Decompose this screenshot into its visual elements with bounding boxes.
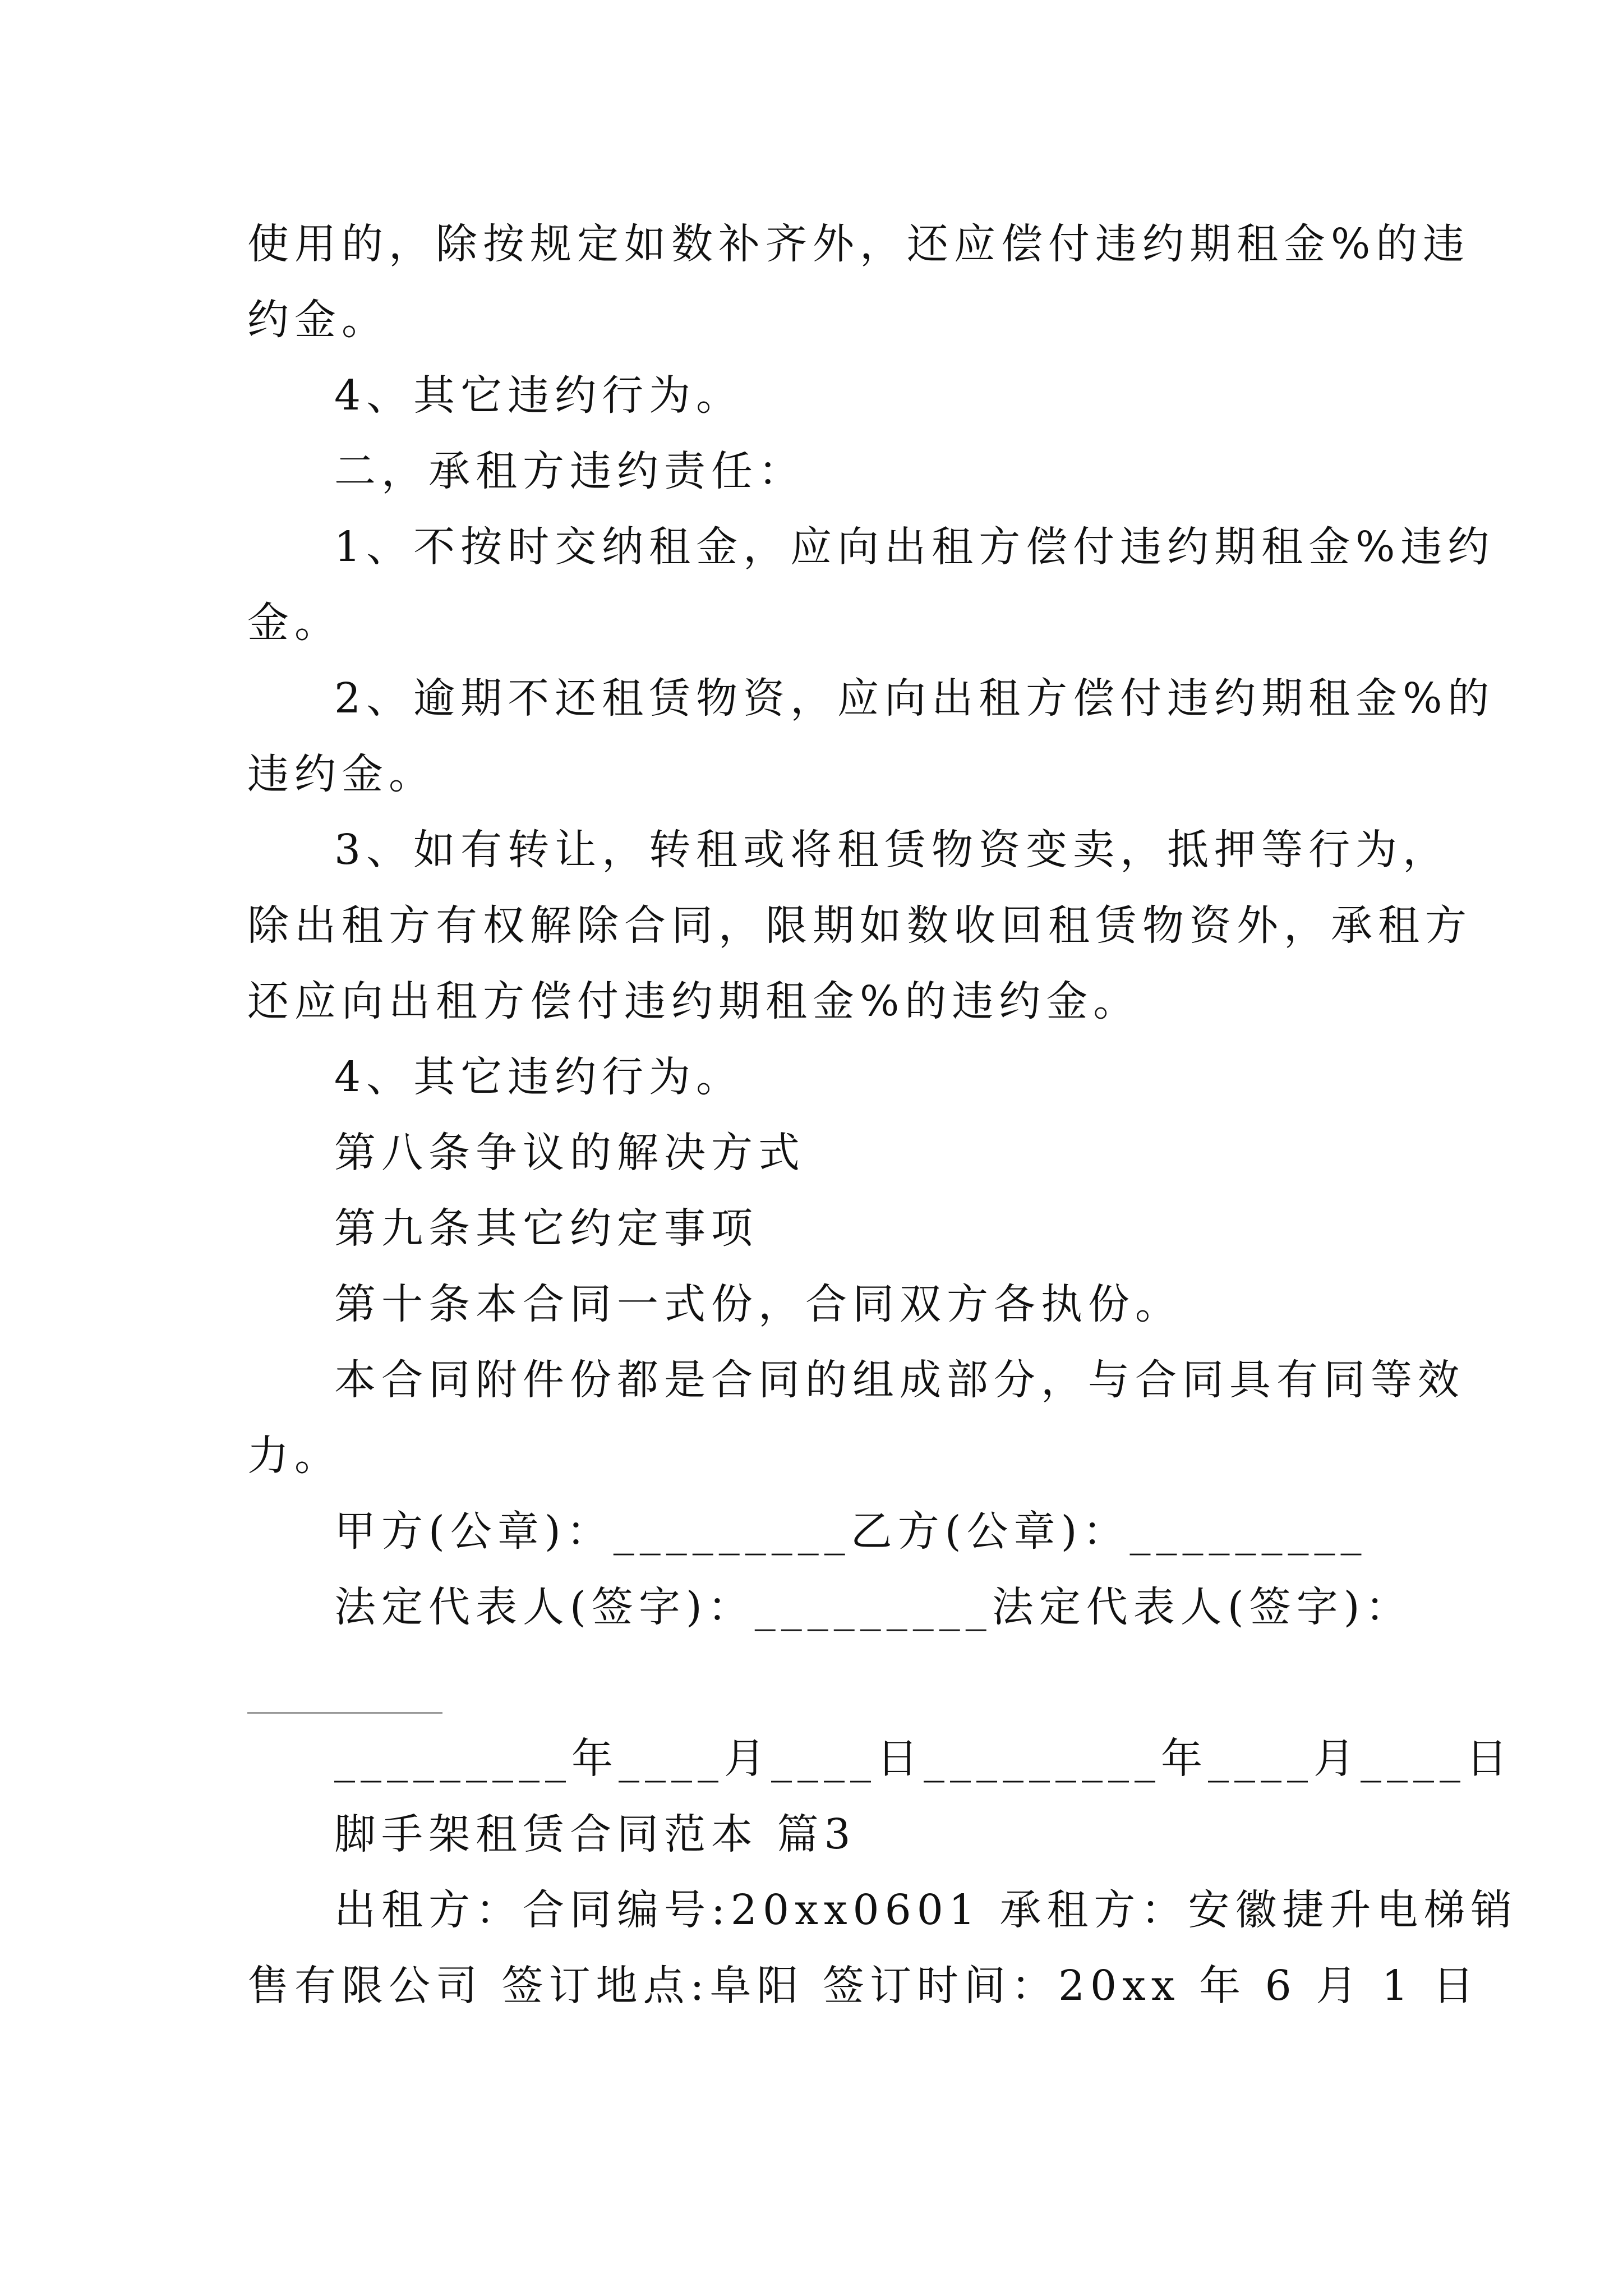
text-line: 还应向出租方偿付违约期租金%的违约金。	[247, 977, 1141, 1025]
text-line: 力。	[247, 1432, 342, 1480]
section-title: 脚手架租赁合同范本 篇3	[334, 1810, 856, 1858]
text-line: 1、不按时交纳租金，应向出租方偿付违约期租金%违约	[334, 523, 1495, 571]
text-line: 除出租方有权解除合同，限期如数收回租赁物资外，承租方	[247, 901, 1472, 950]
text-line: 出租方：合同编号:20xx0601 承租方：安徽捷升电梯销	[334, 1886, 1518, 1934]
text-line: 金。	[247, 599, 342, 647]
text-line: 本合同附件份都是合同的组成部分，与合同具有同等效	[334, 1356, 1465, 1404]
section-heading: 二，承租方违约责任：	[334, 447, 805, 495]
text-line: 违约金。	[247, 750, 436, 798]
date-line: _________年____月____日_________年____月____日	[334, 1734, 1513, 1783]
text-line: 使用的，除按规定如数补齐外，还应偿付违约期租金%的违	[247, 220, 1470, 268]
article-heading: 第八条争议的解决方式	[334, 1129, 805, 1177]
signature-representative-line: 法定代表人(签字)：_________法定代表人(签字)：	[334, 1583, 1413, 1631]
text-line: 3、如有转让，转租或将租赁物资变卖，抵押等行为，	[334, 826, 1450, 874]
text-line: 约金。	[247, 296, 389, 344]
text-line: 4、其它违约行为。	[334, 371, 744, 420]
signature-blank-rule	[247, 1712, 442, 1714]
text-line: 第十条本合同一式份，合同双方各执份。	[334, 1280, 1182, 1328]
text-line: 4、其它违约行为。	[334, 1053, 744, 1101]
signature-party-line: 甲方(公章)：_________乙方(公章)：_________	[334, 1507, 1367, 1556]
article-heading: 第九条其它约定事项	[334, 1204, 758, 1253]
text-line: 2、逾期不还租赁物资，应向出租方偿付违约期租金%的	[334, 674, 1495, 723]
text-line: 售有限公司 签订地点:阜阳 签订时间：20xx 年 6 月 1 日	[247, 1962, 1480, 2010]
